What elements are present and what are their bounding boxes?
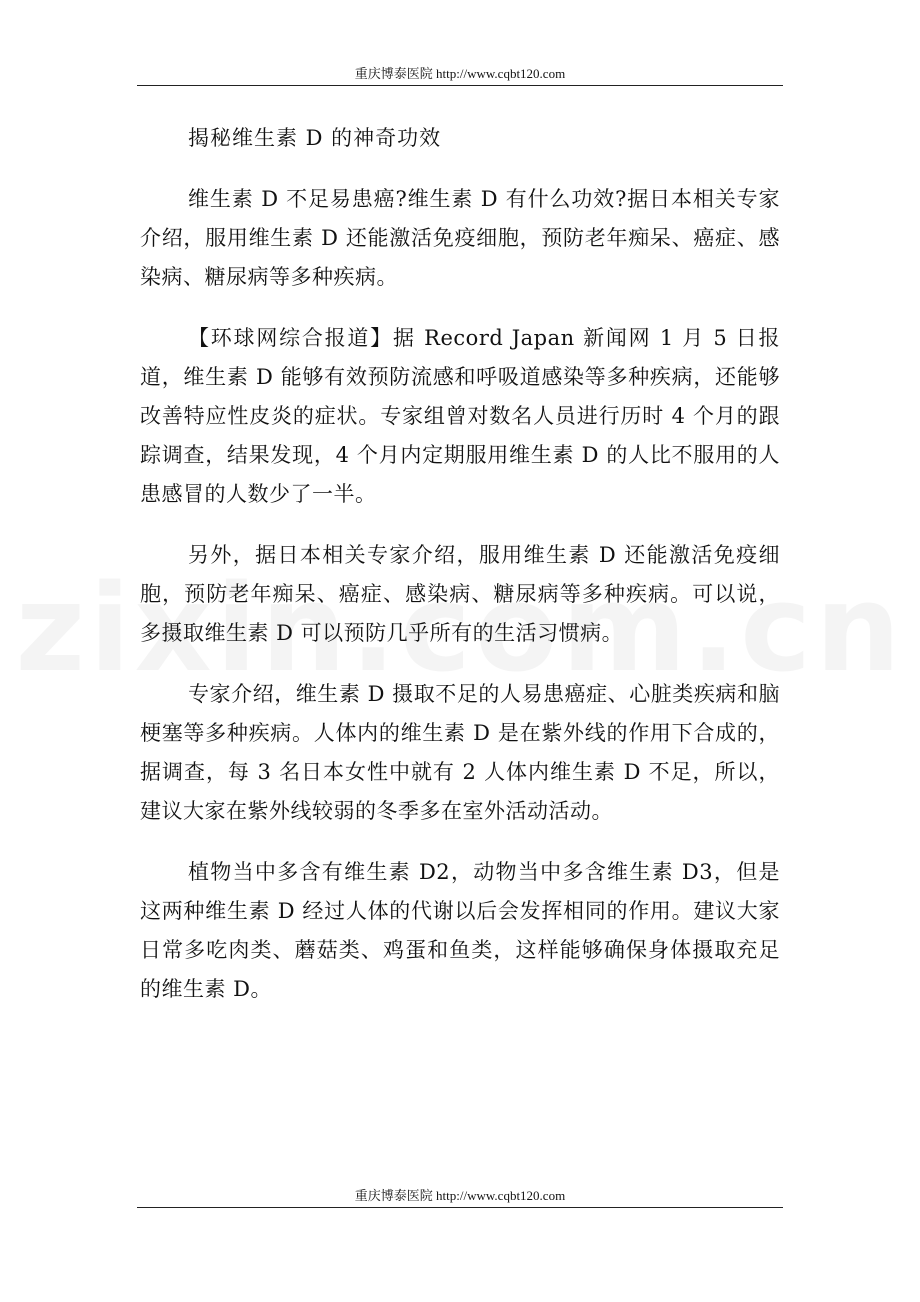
article-body: [140, 118, 780, 1009]
paragraph-intro: 维生素 D 不足易患癌?维生素 D 有什么功效?据日本相关专家介绍，服用维生素 D 还能激活免疫细胞，预防老年痴呆、癌症、感染病、糖尿病等多种疾病。: [140, 187, 780, 289]
header-rule: [137, 85, 783, 86]
page-footer: 重庆博泰医院 http://www.cqbt120.com: [354, 1188, 566, 1203]
paragraph-diet: 植物当中多含有维生素 D2，动物当中多含维生素 D3，但是这两种维生素 D 经过人体的代谢以后会发挥相同的作用。建议大家日常多吃肉类、蘑菇类、鸡蛋和鱼类，这样能够确保身体摄取充足的维生素 D。: [140, 860, 780, 1001]
page-header: 重庆博泰医院 http://www.cqbt120.com: [354, 66, 566, 81]
footer-rule: [137, 1207, 783, 1208]
paragraph-deficiency: 专家介绍，维生素 D 摄取不足的人易患癌症、心脏类疾病和脑梗塞等多种疾病。人体内的维生素 D 是在紫外线的作用下合成的，据调查，每 3 名日本女性中就有 2 人体内维生素 D 不足，所以，建议大家在紫外线较弱的冬季多在室外活动活动。: [140, 682, 780, 823]
paragraph-report: 【环球网综合报道】据 Record Japan 新闻网 1 月 5 日报道，维生素 D 能够有效预防流感和呼吸道感染等多种疾病，还能够改善特应性皮炎的症状。专家组曾对数名人员进行历时 4 个月的跟踪调查，结果发现，4 个月内定期服用维生素 D 的人比不服用的人患感冒的人数少了一半。: [140, 326, 780, 506]
paragraph-immune: 另外，据日本相关专家介绍，服用维生素 D 还能激活免疫细胞，预防老年痴呆、癌症、感染病、糖尿病等多种疾病。可以说，多摄取维生素 D 可以预防几乎所有的生活习惯病。: [140, 543, 780, 645]
article-title: 揭秘维生素 D 的神奇功效: [188, 126, 442, 150]
